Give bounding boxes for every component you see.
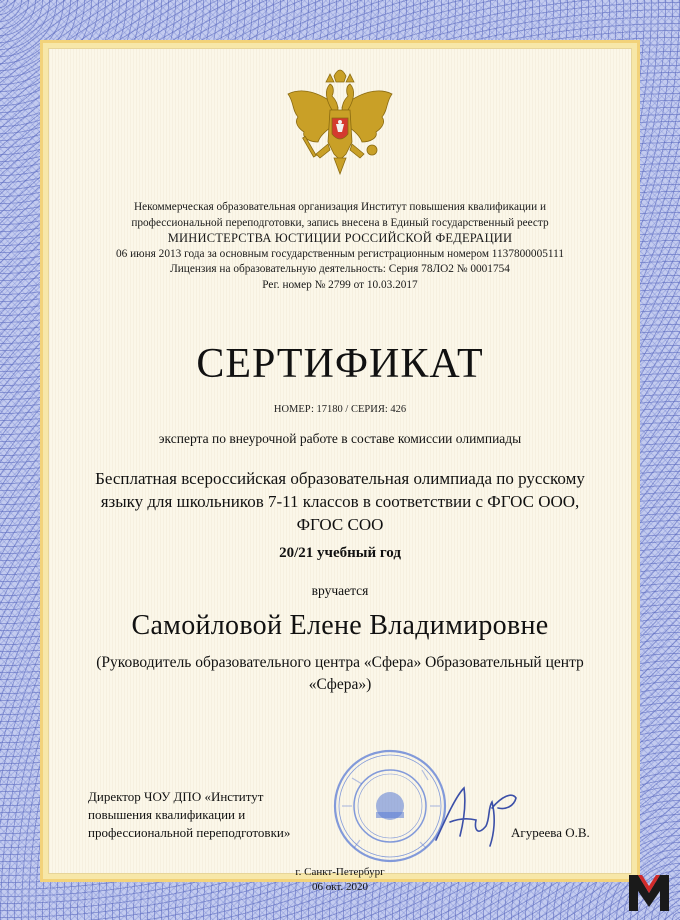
issuer-line-2: профессиональной переподготовки, запись внесена в Единый государственный реестр: [131, 216, 549, 229]
signature-icon: [430, 778, 520, 850]
certificate-title: СЕРТИФИКАТ: [196, 341, 484, 387]
director-title: [88, 788, 348, 842]
issue-place-date: [48, 865, 632, 895]
issuer-info: [48, 200, 632, 293]
publisher-logo-icon: [626, 869, 672, 913]
olympiad-description: Бесплатная всероссийская образовательная олимпиада по русскому языку для школьников 7-11 классов в соответствии с ФГОС ООО, ФГОС СОО: [95, 469, 585, 534]
issue-city: г. Санкт-Петербург: [295, 866, 385, 878]
issuer-line-1: Некоммерческая образовательная организация Институт повышения квалификации и: [133, 201, 546, 213]
director-line-3: профессиональной переподготовки»: [88, 825, 291, 840]
expert-role: эксперта по внеурочной работе в составе комиссии олимпиады: [158, 431, 522, 446]
russian-coat-of-arms-icon: [280, 62, 400, 182]
awarded-label: вручается: [311, 583, 369, 598]
recipient-name: Самойловой Елене Владимировне: [131, 610, 549, 641]
certificate-number: НОМЕР: 17180 / СЕРИЯ: 426: [273, 404, 407, 415]
issue-date: 06 окт. 2020: [312, 881, 368, 893]
license-line: Лицензия на образовательную деятельность: Серия 78ЛО2 № 0001754: [170, 263, 510, 275]
recipient-position: (Руководитель образовательного центра «Сфера» Образовательный центр «Сфера»): [96, 654, 584, 693]
director-line-1: Директор ЧОУ ДПО «Институт: [88, 789, 264, 804]
signer-name: Агуреева О.В.: [511, 825, 590, 840]
registration-line: 06 июня 2013 года за основным государственным регистрационным номером 1137800005111: [116, 247, 564, 260]
ministry-name: МИНИСТЕРСТВА ЮСТИЦИИ РОССИЙСКОЙ ФЕДЕРАЦИИ: [167, 231, 513, 245]
reg-number-line: Рег. номер № 2799 от 10.03.2017: [262, 278, 418, 291]
director-line-2: повышения квалификации и: [88, 807, 246, 822]
academic-year: 20/21 учебный год: [279, 545, 401, 561]
